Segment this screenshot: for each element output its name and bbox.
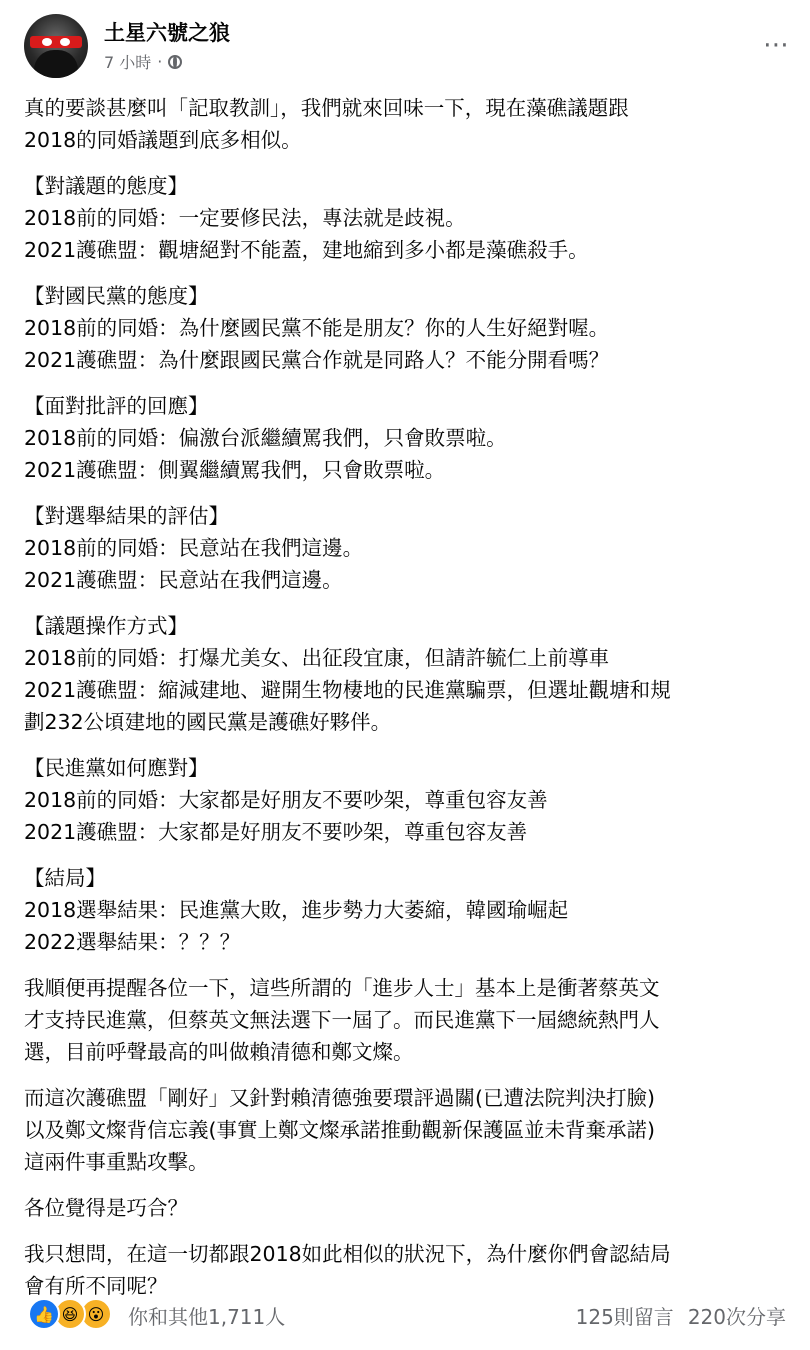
post-paragraph [24,1082,794,1178]
post-text-line: 2018前的同婚：為什麼國民黨不能是朋友？你的人生好絕對喔。 [24,316,610,340]
post-paragraph [24,862,794,958]
reaction-icons[interactable] [28,1298,106,1330]
post-text-line: 【民進黨如何應對】 [24,756,209,780]
post-text-line: 【面對批評的回應】 [24,394,209,418]
post-paragraph [24,972,794,1068]
post-paragraph [24,752,794,848]
post-text-line: 【對議題的態度】 [24,174,188,198]
post-text-line: 會有所不同呢？ [24,1274,168,1298]
post-text-line: 我只想問，在這一切都跟2018如此相似的狀況下，為什麼你們會認結局 [24,1242,671,1266]
post-meta [104,50,182,73]
post-text-line: 2021護礁盟：縮減建地、避開生物棲地的民進黨騙票，但選址觀塘和規 [24,678,671,702]
engagement-counts [576,1301,786,1330]
post-text-line: 2021護礁盟：為什麼跟國民黨合作就是同路人？不能分開看嗎？ [24,348,610,372]
post-text-line: 【結局】 [24,866,106,890]
post-text-line: 2018前的同婚：大家都是好朋友不要吵架，尊重包容友善 [24,788,548,812]
author-name[interactable]: 土星六號之狼 [104,21,230,45]
post-text-line: 2018前的同婚：打爆尤美女、出征段宜康，但請許毓仁上前導車 [24,646,610,670]
post-text-line: 2018前的同婚：民意站在我們這邊。 [24,536,364,560]
share-count[interactable]: 220次分享 [687,1305,786,1329]
post-paragraph [24,170,794,266]
avatar-eye-left [42,38,52,46]
post-footer [24,1298,786,1332]
more-options-icon[interactable]: ⋯ [763,30,790,60]
meta-separator: · [157,52,163,71]
avatar-hood [34,50,78,78]
post-text-line: 2018的同婚議題到底多相似。 [24,128,302,152]
avatar-eye-right [60,38,70,46]
post-text-line: 2021護礁盟：側翼繼續罵我們，只會敗票啦。 [24,458,446,482]
post-text-line: 2022選舉結果：？？？ [24,930,241,954]
post-text-line: 才支持民進黨，但蔡英文無法選下一屆了。而民進黨下一屆總統熱門人 [24,1008,660,1032]
post-text-line: 這兩件事重點攻擊。 [24,1150,209,1174]
post-text-line: 真的要談甚麼叫「記取教訓」，我們就來回味一下，現在藻礁議題跟 [24,96,629,120]
post-text-line: 而這次護礁盟「剛好」又針對賴清德強要環評過關(已遭法院判決打臉) [24,1086,655,1110]
post-text-line: 劃232公頃建地的國民黨是護礁好夥伴。 [24,710,392,734]
globe-icon[interactable] [168,55,182,69]
post-paragraph [24,390,794,486]
post-text-line: 選，目前呼聲最高的叫做賴清德和鄭文燦。 [24,1040,414,1064]
post-text-line: 2021護礁盟：觀塘絕對不能蓋，建地縮到多小都是藻礁殺手。 [24,238,589,262]
post-text-line: 【對選舉結果的評估】 [24,504,229,528]
post-text-line: 2018前的同婚：偏激台派繼續罵我們，只會敗票啦。 [24,426,507,450]
comment-count[interactable]: 125則留言 [575,1305,674,1329]
like-reaction-icon: 👍 [28,1298,60,1330]
post-text-line: 各位覺得是巧合？ [24,1196,188,1220]
post-text-line: 2021護礁盟：大家都是好朋友不要吵架，尊重包容友善 [24,820,528,844]
post-paragraph [24,280,794,376]
post-paragraph [24,1238,794,1302]
post-time[interactable]: 7 小時 [104,53,152,72]
post-paragraph [24,92,794,156]
post-paragraph [24,610,794,738]
post-text-line: 2018前的同婚：一定要修民法，專法就是歧視。 [24,206,466,230]
wow-reaction-icon: 😮 [80,1298,112,1330]
avatar[interactable] [24,14,88,78]
post-text-line: 【對國民黨的態度】 [24,284,209,308]
post-text-line: 2018選舉結果：民進黨大敗，進步勢力大萎縮，韓國瑜崛起 [24,898,569,922]
post-text-line: 2021護礁盟：民意站在我們這邊。 [24,568,343,592]
reaction-count[interactable]: 你和其他1,711人 [128,1305,286,1329]
avatar-band [30,36,82,48]
post-paragraph [24,500,794,596]
post-text-line: 以及鄭文燦背信忘義(事實上鄭文燦承諾推動觀新保護區並未背棄承諾) [24,1118,655,1142]
post-text-line: 【議題操作方式】 [24,614,188,638]
post-content [24,92,794,1316]
haha-reaction-icon: 😆 [54,1298,86,1330]
post-paragraph [24,1192,794,1224]
post-header [24,12,790,82]
post-text-line: 我順便再提醒各位一下，這些所謂的「進步人士」基本上是衝著蔡英文 [24,976,660,1000]
